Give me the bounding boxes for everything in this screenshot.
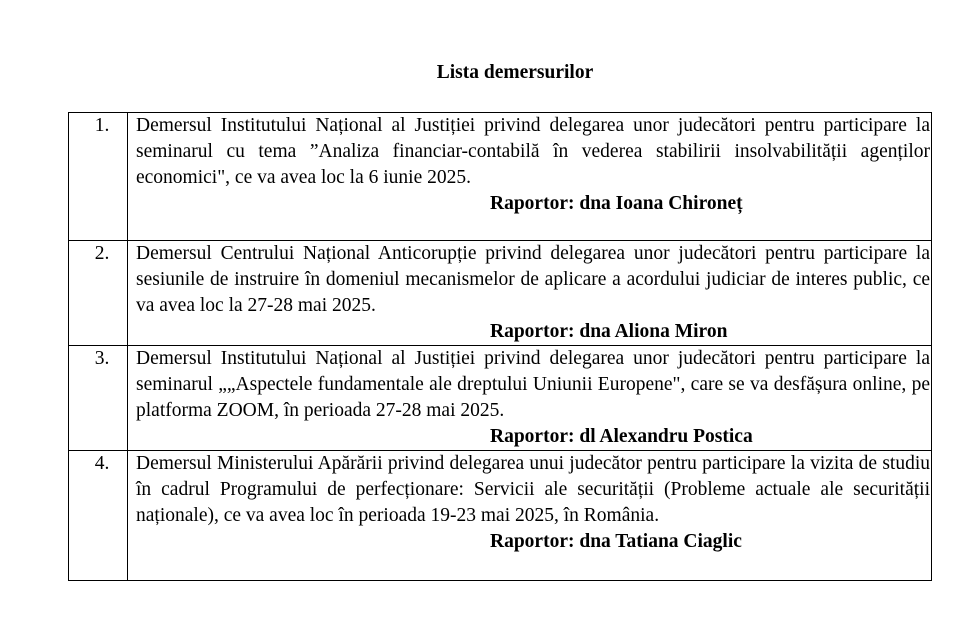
item-number: 3. [69,346,128,451]
table-row [69,346,932,451]
item-rapporteur: Raportor: dna Ioana Chironeț [490,193,743,214]
item-rapporteur: Raportor: dna Aliona Miron [490,321,728,342]
item-number: 4. [69,451,128,581]
table-row [69,241,932,346]
item-rapporteur: Raportor: dl Alexandru Postica [490,426,753,447]
item-rapporteur: Raportor: dna Tatiana Ciaglic [490,531,742,552]
item-number: 1. [69,113,128,241]
item-content [128,451,932,581]
item-text: Demersul Centrului Național Anticorupție privind delegarea unor judecători pentru participare la sesiunile de instruire în domeniul mecanismelor de aplicare a acordului judiciar de interes public, ce va avea loc la 27-28 mai 2025. [136,243,930,316]
items-table [68,112,932,581]
item-number: 2. [69,241,128,346]
document-title: Lista demersurilor [436,62,594,83]
table-row [69,451,932,581]
item-text: Demersul Institutului Național al Justiției privind delegarea unor judecători pentru participare la seminarul „„Aspectele fundamentale ale dreptului Uniunii Europene", care se va desfășura online, pe platforma ZOOM, în perioada 27-28 mai 2025. [136,348,930,421]
item-content [128,113,932,241]
table-row [69,113,932,241]
item-content [128,346,932,451]
item-content [128,241,932,346]
item-text: Demersul Institutului Național al Justiției privind delegarea unor judecători pentru participare la seminarul cu tema ”Analiza financiar-contabilă în vederea stabilirii insolvabilității agenților economici", ce va avea loc la 6 iunie 2025. [136,115,930,188]
item-text: Demersul Ministerului Apărării privind delegarea unui judecător pentru participare la vizita de studiu în cadrul Programului de perfecționare: Servicii ale securității (Probleme actuale ale securității naționale), ce va avea loc în perioada 19-23 mai 2025, în România. [136,453,930,526]
